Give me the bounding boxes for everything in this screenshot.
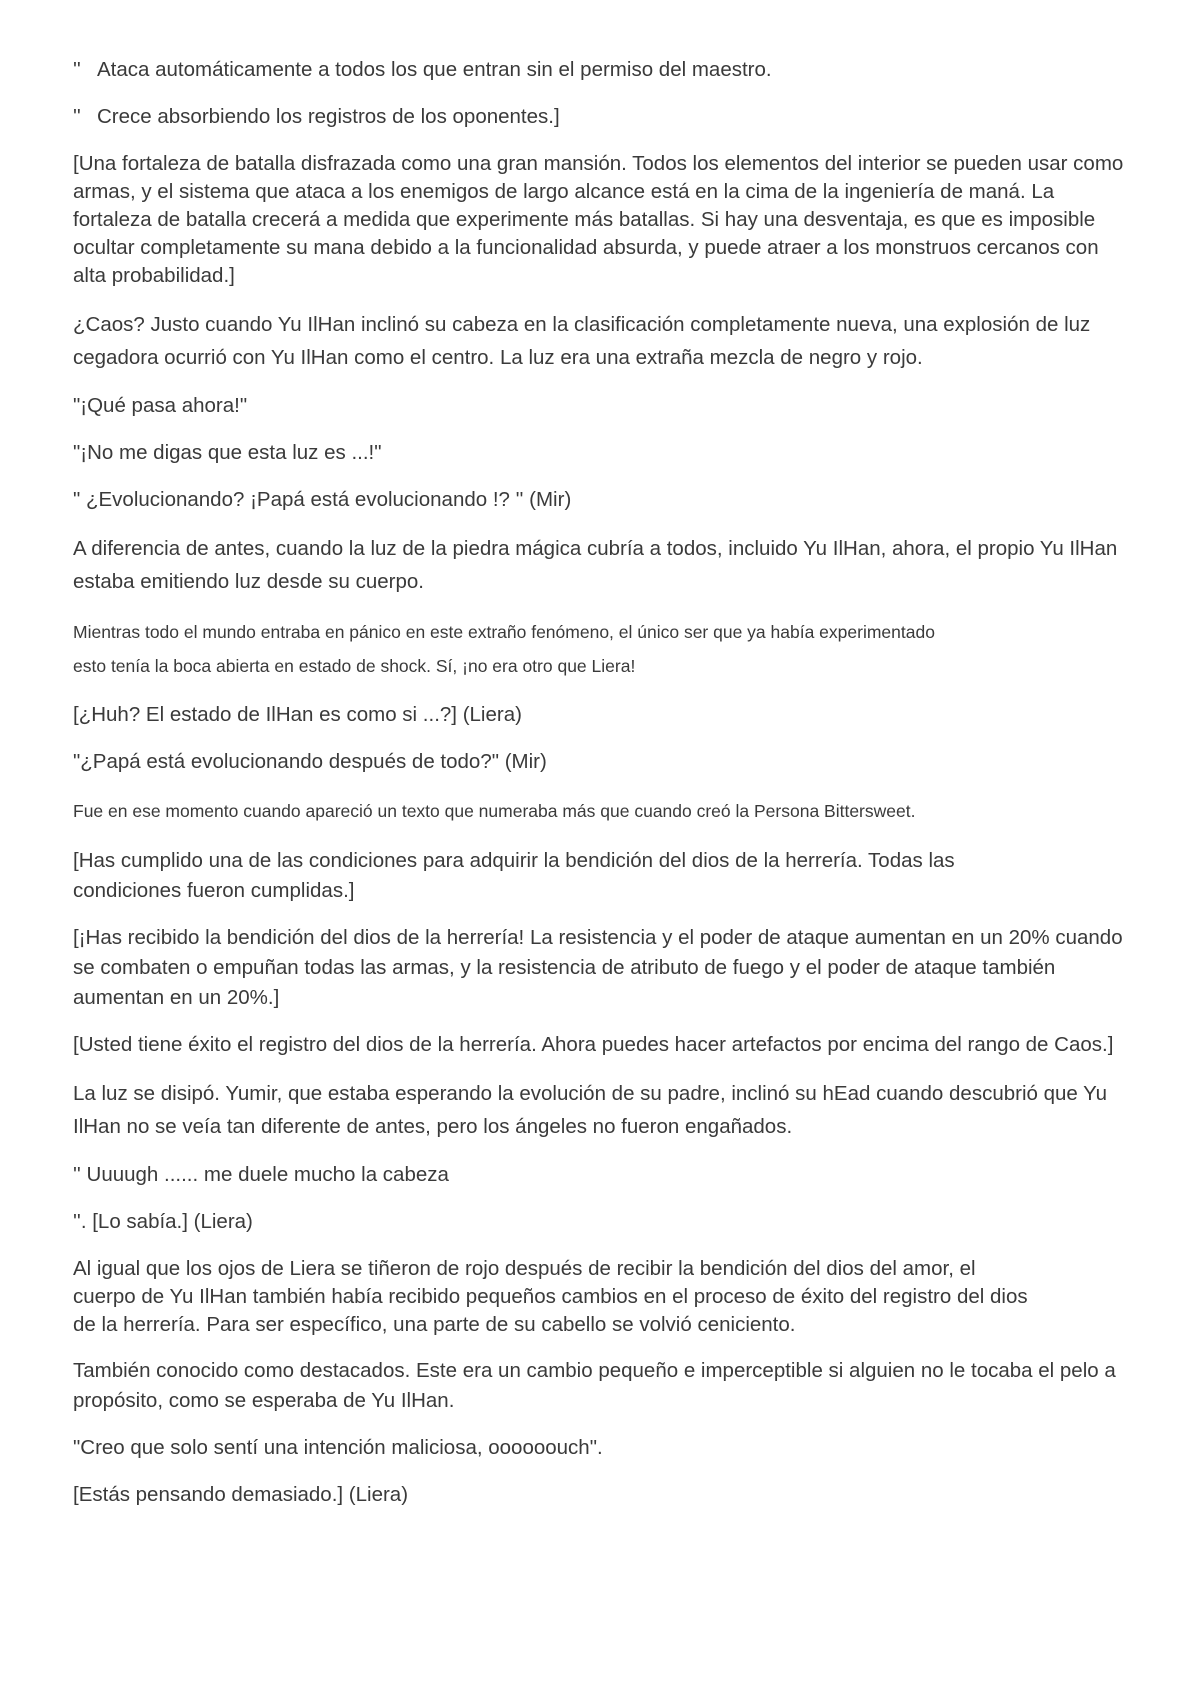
dialogue-line: [¿Huh? El estado de IlHan es como si ...?] (Liera) [73, 703, 522, 726]
paragraph: También conocido como destacados. Este era un cambio pequeño e imperceptible si alguien no le tocaba el pelo a propósito, como se esperaba de Yu IlHan. [73, 1359, 1116, 1412]
quote-mark: '' [73, 105, 81, 128]
paragraph: Al igual que los ojos de Liera se tiñeron de rojo después de recibir la bendición del dios del amor, el cuerpo de Yu IlHan también había recibido pequeños cambios en el proceso de éxito del registro del dios de la herrería. Para ser específico, una parte de su cabello se volvió ceniciento. [73, 1257, 1028, 1336]
dialogue-line: "¡Qué pasa ahora!" [73, 394, 248, 417]
paragraph: [Una fortaleza de batalla disfrazada como una gran mansión. Todos los elementos del interior se pueden usar como armas, y el sistema que ataca a los enemigos de largo alcance está en la cima de la ingeniería de maná. La fortaleza de batalla crecerá a medida que experimente más batallas. Si hay una desventaja, es que es imposible ocultar completamente su mana debido a la funcionalidad absurda, y puede atraer a los monstruos cercanos con alta probabilidad.] [73, 152, 1124, 287]
quote-mark: '' [73, 58, 81, 81]
paragraph: A diferencia de antes, cuando la luz de la piedra mágica cubría a todos, incluido Yu IlHan, ahora, el propio Yu IlHan estaba emitiendo luz desde su cuerpo. [73, 537, 1118, 593]
dialogue-line: "¡No me digas que esta luz es ...!" [73, 441, 382, 464]
bullet-text: Crece absorbiendo los registros de los oponentes.] [97, 105, 560, 128]
system-message: [Usted tiene éxito el registro del dios de la herrería. Ahora puedes hacer artefactos por encima del rango de Caos.] [73, 1033, 1114, 1056]
dialogue-line: ''. [Lo sabía.] (Liera) [73, 1210, 253, 1233]
dialogue-line: "¿Papá está evolucionando después de todo?" (Mir) [73, 750, 547, 773]
document-page [73, 55, 1133, 1510]
bullet-text: Ataca automáticamente a todos los que entran sin el permiso del maestro. [97, 58, 772, 81]
dialogue-line: " ¿Evolucionando? ¡Papá está evolucionando !? '' (Mir) [73, 488, 572, 511]
dialogue-line: '' Uuuugh ...... me duele mucho la cabeza [73, 1163, 449, 1186]
dialogue-line: "Creo que solo sentí una intención maliciosa, oooooouch". [73, 1436, 603, 1459]
paragraph: ¿Caos? Justo cuando Yu IlHan inclinó su cabeza en la clasificación completamente nueva, una explosión de luz cegadora ocurrió con Yu IlHan como el centro. La luz era una extraña mezcla de negro y rojo. [73, 313, 1091, 369]
paragraph-small: Fue en ese momento cuando apareció un texto que numeraba más que cuando creó la Persona Bittersweet. [73, 801, 916, 821]
paragraph: La luz se disipó. Yumir, que estaba esperando la evolución de su padre, inclinó su hEad cuando descubrió que Yu IlHan no se veía tan diferente de antes, pero los ángeles no fueron engañados. [73, 1082, 1108, 1138]
paragraph-small: Mientras todo el mundo entraba en pánico en este extraño fenómeno, el único ser que ya había experimentado esto tenía la boca abierta en estado de shock. Sí, ¡no era otro que Liera! [73, 622, 935, 676]
bullet-line [73, 102, 1133, 132]
bullet-line [73, 55, 1133, 85]
system-message: [¡Has recibido la bendición del dios de la herrería! La resistencia y el poder de ataque aumentan en un 20% cuando se combaten o empuñan todas las armas, y la resistencia de atributo de fuego y el poder de ataque también aumentan en un 20%.] [73, 926, 1123, 1009]
system-message: [Has cumplido una de las condiciones para adquirir la bendición del dios de la herrería. Todas las condiciones fueron cumplidas.] [73, 849, 955, 902]
system-message: [Estás pensando demasiado.] (Liera) [73, 1483, 409, 1506]
